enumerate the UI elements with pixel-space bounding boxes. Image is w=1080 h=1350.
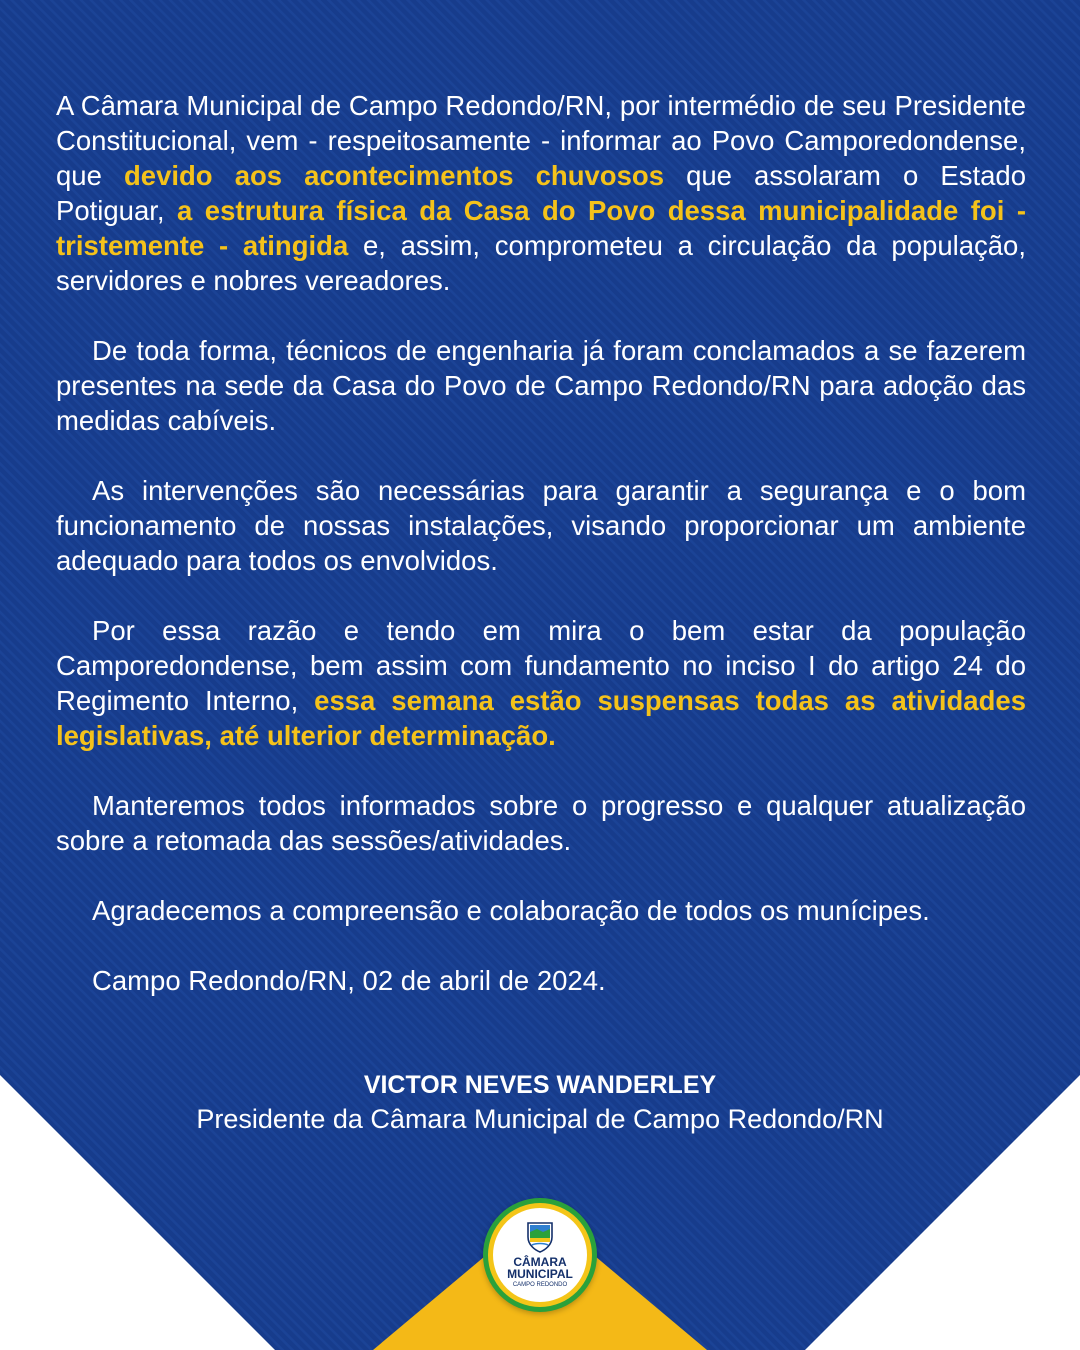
logo-inner	[493, 1208, 587, 1302]
signatory-role: Presidente da Câmara Municipal de Campo Redondo/RN	[196, 1104, 884, 1134]
logo-text-city: CAMPO REDONDO	[512, 1282, 568, 1288]
camara-logo	[483, 1198, 597, 1312]
highlight-structure-affected: a estrutura física da Casa do Povo dessa municipalidade foi - tristemente - atingida	[56, 195, 1026, 261]
paragraph-2: De toda forma, técnicos de engenharia já foram conclamados a se fazerem presentes na sede da Casa do Povo de Campo Redondo/RN para adoção das medidas cabíveis.	[56, 335, 1026, 436]
signature-block	[0, 1068, 1080, 1136]
notice-body	[56, 88, 1026, 1033]
logo-text-camara: CÂMARA	[513, 1255, 567, 1269]
paragraph-6: Agradecemos a compreensão e colaboração de todos os munícipes.	[92, 895, 930, 926]
logo-ring	[488, 1203, 592, 1307]
paragraph-4: Por essa razão e tendo em mira o bem estar da população Camporedondense, bem assim com fundamento no inciso I do artigo 24 do Regimento Interno, essa semana estão suspensas todas as atividades legislativas, até ulterior determinação.	[56, 615, 1026, 751]
date-line: Campo Redondo/RN, 02 de abril de 2024.	[92, 965, 606, 996]
paragraph-1: A Câmara Municipal de Campo Redondo/RN, por intermédio de seu Presidente Constitucional, vem - respeitosamente - informar ao Povo Camporedondense, que devido aos acontecimentos chuvosos que assolaram o Estado Potiguar, a estrutura física da Casa do Povo dessa municipalidade foi - tristemente - atingida e, assim, comprometeu a circulação da população, servidores e nobres vereadores.	[56, 90, 1026, 296]
signatory-name: VICTOR NEVES WANDERLEY	[363, 1071, 717, 1099]
paragraph-5: Manteremos todos informados sobre o progresso e qualquer atualização sobre a retomada das sessões/atividades.	[56, 790, 1026, 856]
highlight-activities-suspended: essa semana estão suspensas todas as atividades legislativas, até ulterior determinação.	[56, 685, 1026, 751]
logo-text-municipal: MUNICIPAL	[507, 1267, 573, 1281]
highlight-rain-events: devido aos acontecimentos chuvosos	[123, 160, 664, 191]
coat-of-arms-icon	[523, 1220, 557, 1254]
paragraph-3: As intervenções são necessárias para garantir a segurança e o bom funcionamento de nossas instalações, visando proporcionar um ambiente adequado para todos os envolvidos.	[56, 475, 1026, 576]
